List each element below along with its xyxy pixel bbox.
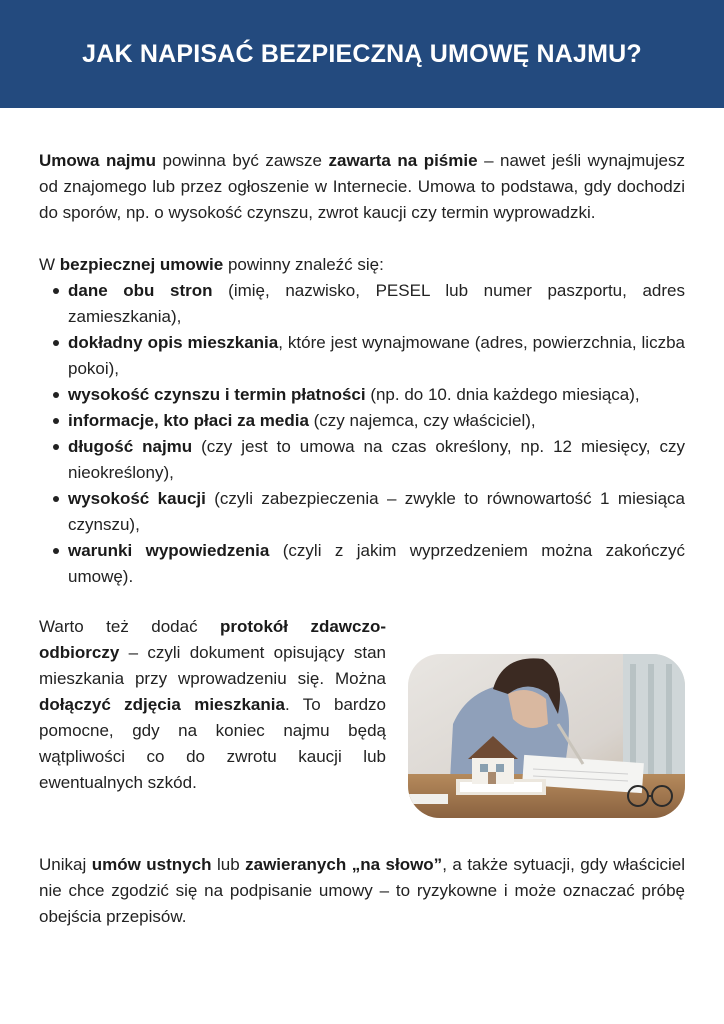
bullet-icon <box>53 496 59 502</box>
requirements-list <box>39 278 685 590</box>
item-text: (np. do 10. dnia każdego miesiąca), <box>365 385 640 404</box>
page-header <box>0 0 724 108</box>
item-bold: dokładny opis mieszkania <box>68 333 279 352</box>
protocol-paragraph <box>39 614 386 796</box>
item-text: (czy jest to umowa na czas określony, np. 12 miesięcy, czy nieokreślony), <box>68 437 685 482</box>
bullet-icon <box>53 340 59 346</box>
list-item <box>39 278 685 330</box>
list-item <box>39 330 685 382</box>
intro-bold-2: zawarta na piśmie <box>328 151 478 170</box>
item-bold: informacje, kto płaci za media <box>68 411 309 430</box>
item-text: (imię, nazwisko, PESEL lub numer paszportu, adres zamieszkania), <box>68 281 685 326</box>
page-title: JAK NAPISAĆ BEZPIECZNĄ UMOWĘ NAJMU? <box>82 39 642 68</box>
item-text: (czyli z jakim wyprzedzeniem można zakończyć umowę). <box>68 541 686 586</box>
list-item <box>39 538 685 590</box>
list-item <box>39 408 685 434</box>
list-title-text-1: W <box>39 255 60 274</box>
list-item <box>39 434 685 486</box>
item-bold: dane obu stron <box>68 281 213 300</box>
item-text: (czyli zabezpieczenia – zwykle to równowartość 1 miesiąca czynszu), <box>68 489 685 534</box>
protocol-bold-1: protokół zdawczo-odbiorczy <box>39 617 387 662</box>
warning-text-3: , a także sytuacji, gdy właściciel nie chce zgodzić się na podpisanie umowy – to ryzykowne i może oznaczać próbę obejścia przepisów. <box>39 855 685 926</box>
warning-bold-1: umów ustnych <box>91 855 212 874</box>
bullet-icon <box>53 392 59 398</box>
warning-text-1: Unikaj <box>39 855 92 874</box>
bullet-icon <box>53 418 59 424</box>
item-text: (czy najemca, czy właściciel), <box>308 411 536 430</box>
bullet-icon <box>53 548 59 554</box>
warning-text-2: lub <box>211 855 246 874</box>
list-title-bold: bezpiecznej umowie <box>59 255 224 274</box>
intro-text-1: powinna być zawsze <box>156 151 329 170</box>
requirements-heading <box>39 252 685 278</box>
warning-bold-2: zawieranych „na słowo” <box>245 855 443 874</box>
protocol-text-2: – czyli dokument opisujący stan mieszkania przy wprowadzeniu się. Można <box>39 643 386 688</box>
warning-paragraph <box>39 852 685 930</box>
protocol-bold-2: dołączyć zdjęcia mieszkania <box>39 695 285 714</box>
bullet-icon <box>53 444 59 450</box>
bullet-icon <box>53 288 59 294</box>
item-bold: warunki wypowiedzenia <box>68 541 270 560</box>
list-item <box>39 486 685 538</box>
intro-bold-1: Umowa najmu <box>39 151 157 170</box>
item-bold: długość najmu <box>68 437 193 456</box>
protocol-text-3: . To bardzo pomocne, gdy na koniec najmu będą wątpliwości co do zwrotu kaucji lub ewentualnych szkód. <box>39 695 386 792</box>
signing-contract-photo <box>408 654 685 818</box>
list-title-text-2: powinny znaleźć się: <box>223 255 384 274</box>
item-bold: wysokość kaucji <box>68 489 206 508</box>
item-bold: wysokość czynszu i termin płatności <box>68 385 366 404</box>
item-text: , które jest wynajmowane (adres, powierzchnia, liczba pokoi), <box>68 333 685 378</box>
protocol-text-1: Warto też dodać <box>39 617 221 636</box>
list-item <box>39 382 685 408</box>
intro-text-2: – nawet jeśli wynajmujesz od znajomego lub przez ogłoszenie w Internecie. Umowa to podstawa, gdy dochodzi do sporów, np. o wysokość czynszu, zwrot kaucji czy termin wyprowadzki. <box>39 151 685 222</box>
intro-paragraph <box>39 148 685 226</box>
